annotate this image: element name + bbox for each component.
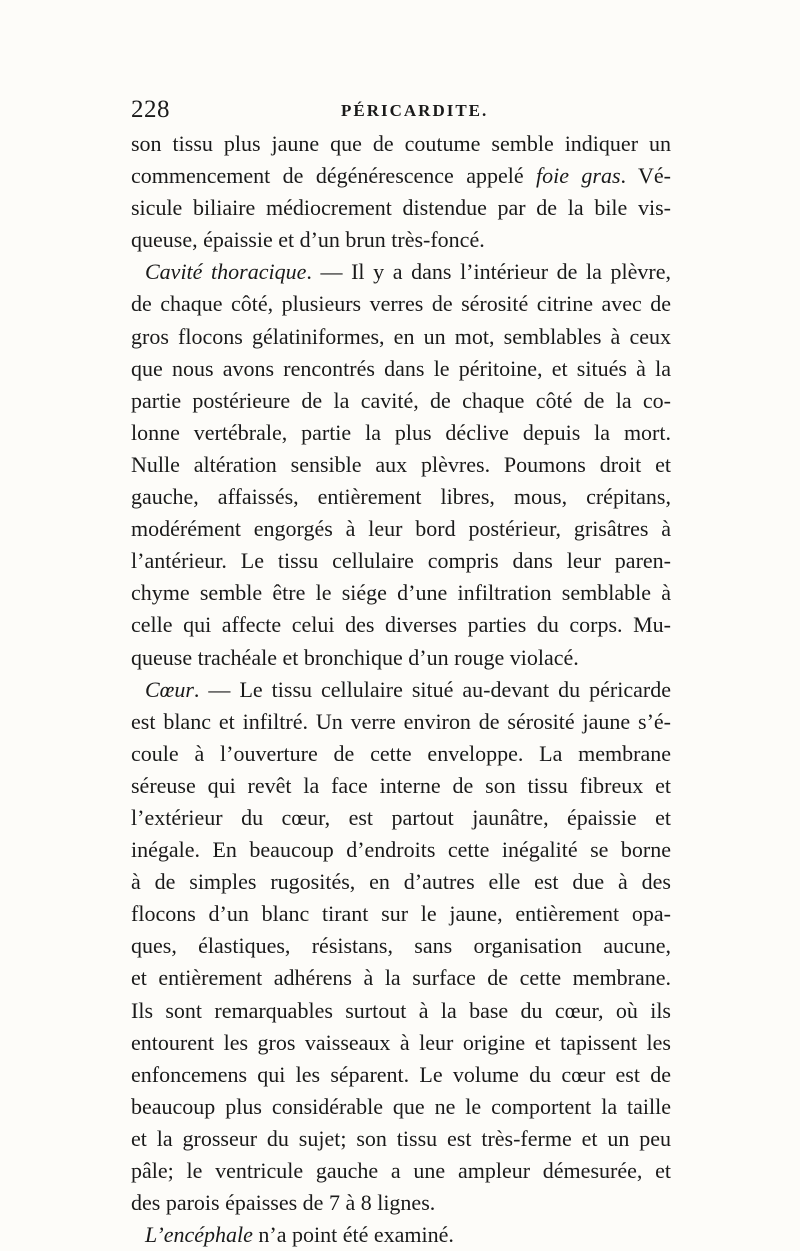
text-line [131, 256, 671, 288]
text-line [131, 642, 671, 674]
text-span: Nulle altération sensible aux plèvres. Poumons droit et [131, 451, 671, 477]
text-line [131, 898, 671, 930]
italic-text: Cœur [145, 676, 194, 702]
text-span: est blanc et infiltré. Un verre environ de sérosité jaune s’é- [131, 708, 671, 734]
text-span: commencement de dégénérescence appelé [131, 163, 537, 189]
body-text [131, 128, 671, 1251]
text-line [131, 802, 671, 834]
running-title: PÉRICARDITE. [341, 101, 489, 120]
text-line [131, 1123, 671, 1155]
text-span: chyme semble être le siége d’une infiltration semblable à [131, 580, 671, 606]
text-line [131, 128, 671, 160]
text-span: gauche, affaissés, entièrement libres, mous, crépitans, [131, 484, 671, 510]
text-line [131, 192, 671, 224]
text-span: à de simples rugosités, en d’autres elle est due à des [131, 869, 671, 895]
italic-text: L’encéphale [145, 1222, 253, 1248]
text-line [131, 738, 671, 770]
text-line [131, 770, 671, 802]
text-line [131, 385, 671, 417]
text-span: enfoncemens qui les séparent. Le volume du cœur est de [131, 1061, 671, 1087]
text-line [131, 1091, 671, 1123]
text-line [131, 1059, 671, 1091]
text-span: gros flocons gélatiniformes, en un mot, semblables à ceux [131, 323, 671, 349]
text-span: de chaque côté, plusieurs verres de sérosité citrine avec de [131, 291, 671, 317]
text-span: modérément engorgés à leur bord postérieur, grisâtres à [131, 516, 671, 542]
text-span: et entièrement adhérens à la surface de cette membrane. [131, 965, 671, 991]
text-line [131, 834, 671, 866]
text-span: Ils sont remarquables surtout à la base du cœur, où ils [131, 997, 671, 1023]
text-span: celle qui affecte celui des diverses parties du corps. Mu- [131, 612, 671, 638]
text-span: des parois épaisses de 7 à 8 lignes. [131, 1190, 436, 1216]
text-line [131, 1155, 671, 1187]
text-span: . — Le tissu cellulaire situé au-devant du péricarde [193, 676, 671, 702]
text-span: que nous avons rencontrés dans le péritoine, et situés à la [131, 355, 671, 381]
text-span: queuse trachéale et bronchique d’un rouge violacé. [131, 644, 579, 670]
text-line [131, 288, 671, 320]
text-span: sicule biliaire médiocrement distendue par de la bile vis- [131, 195, 671, 221]
text-span: et la grosseur du sujet; son tissu est très-ferme et un peu [131, 1125, 671, 1151]
text-span: lonne vertébrale, partie la plus déclive depuis la mort. [131, 419, 671, 445]
text-span: entourent les gros vaisseaux à leur origine et tapissent les [131, 1029, 671, 1055]
text-line [131, 449, 671, 481]
text-line [131, 321, 671, 353]
text-line [131, 160, 671, 192]
text-line [131, 1027, 671, 1059]
text-line [131, 1187, 671, 1219]
text-span: coule à l’ouverture de cette enveloppe. La membrane [131, 740, 671, 766]
text-span: partie postérieure de la cavité, de chaque côté de la co- [131, 387, 671, 413]
text-span: n’a point été examiné. [252, 1222, 454, 1248]
text-span: l’antérieur. Le tissu cellulaire compris dans leur paren- [131, 548, 671, 574]
text-line [131, 353, 671, 385]
text-span: pâle; le ventricule gauche a une ampleur démesurée, et [131, 1158, 671, 1183]
text-span: son tissu plus jaune que de coutume semble indiquer un [131, 131, 671, 156]
text-line [131, 545, 671, 577]
text-line [131, 706, 671, 738]
text-span: inégale. En beaucoup d’endroits cette inégalité se borne [131, 837, 671, 863]
text-line [131, 866, 671, 898]
text-span: ques, élastiques, résistans, sans organisation aucune, [131, 933, 671, 959]
text-line [131, 513, 671, 545]
text-line [131, 224, 671, 256]
text-span: queuse, épaissie et d’un brun très-foncé. [131, 227, 485, 253]
text-span: beaucoup plus considérable que ne le comportent la taille [131, 1093, 671, 1119]
text-line [131, 417, 671, 449]
text-line [131, 481, 671, 513]
running-head [131, 96, 671, 126]
text-span: flocons d’un blanc tirant sur le jaune, entièrement opa- [131, 901, 671, 927]
text-line [131, 674, 671, 706]
text-span: . — Il y a dans l’intérieur de la plèvre, [306, 259, 671, 285]
italic-text: foie gras [536, 163, 621, 189]
text-line [131, 609, 671, 641]
text-line [131, 995, 671, 1027]
text-line [131, 962, 671, 994]
text-line [131, 577, 671, 609]
page-number: 228 [131, 96, 170, 123]
text-span: séreuse qui revêt la face interne de son tissu fibreux et [131, 772, 671, 798]
italic-text: Cavité thoracique [145, 259, 307, 285]
text-line [131, 1219, 671, 1251]
text-span: . Vé- [620, 163, 671, 189]
text-line [131, 930, 671, 962]
text-span: l’extérieur du cœur, est partout jaunâtre, épaissie et [131, 804, 671, 830]
